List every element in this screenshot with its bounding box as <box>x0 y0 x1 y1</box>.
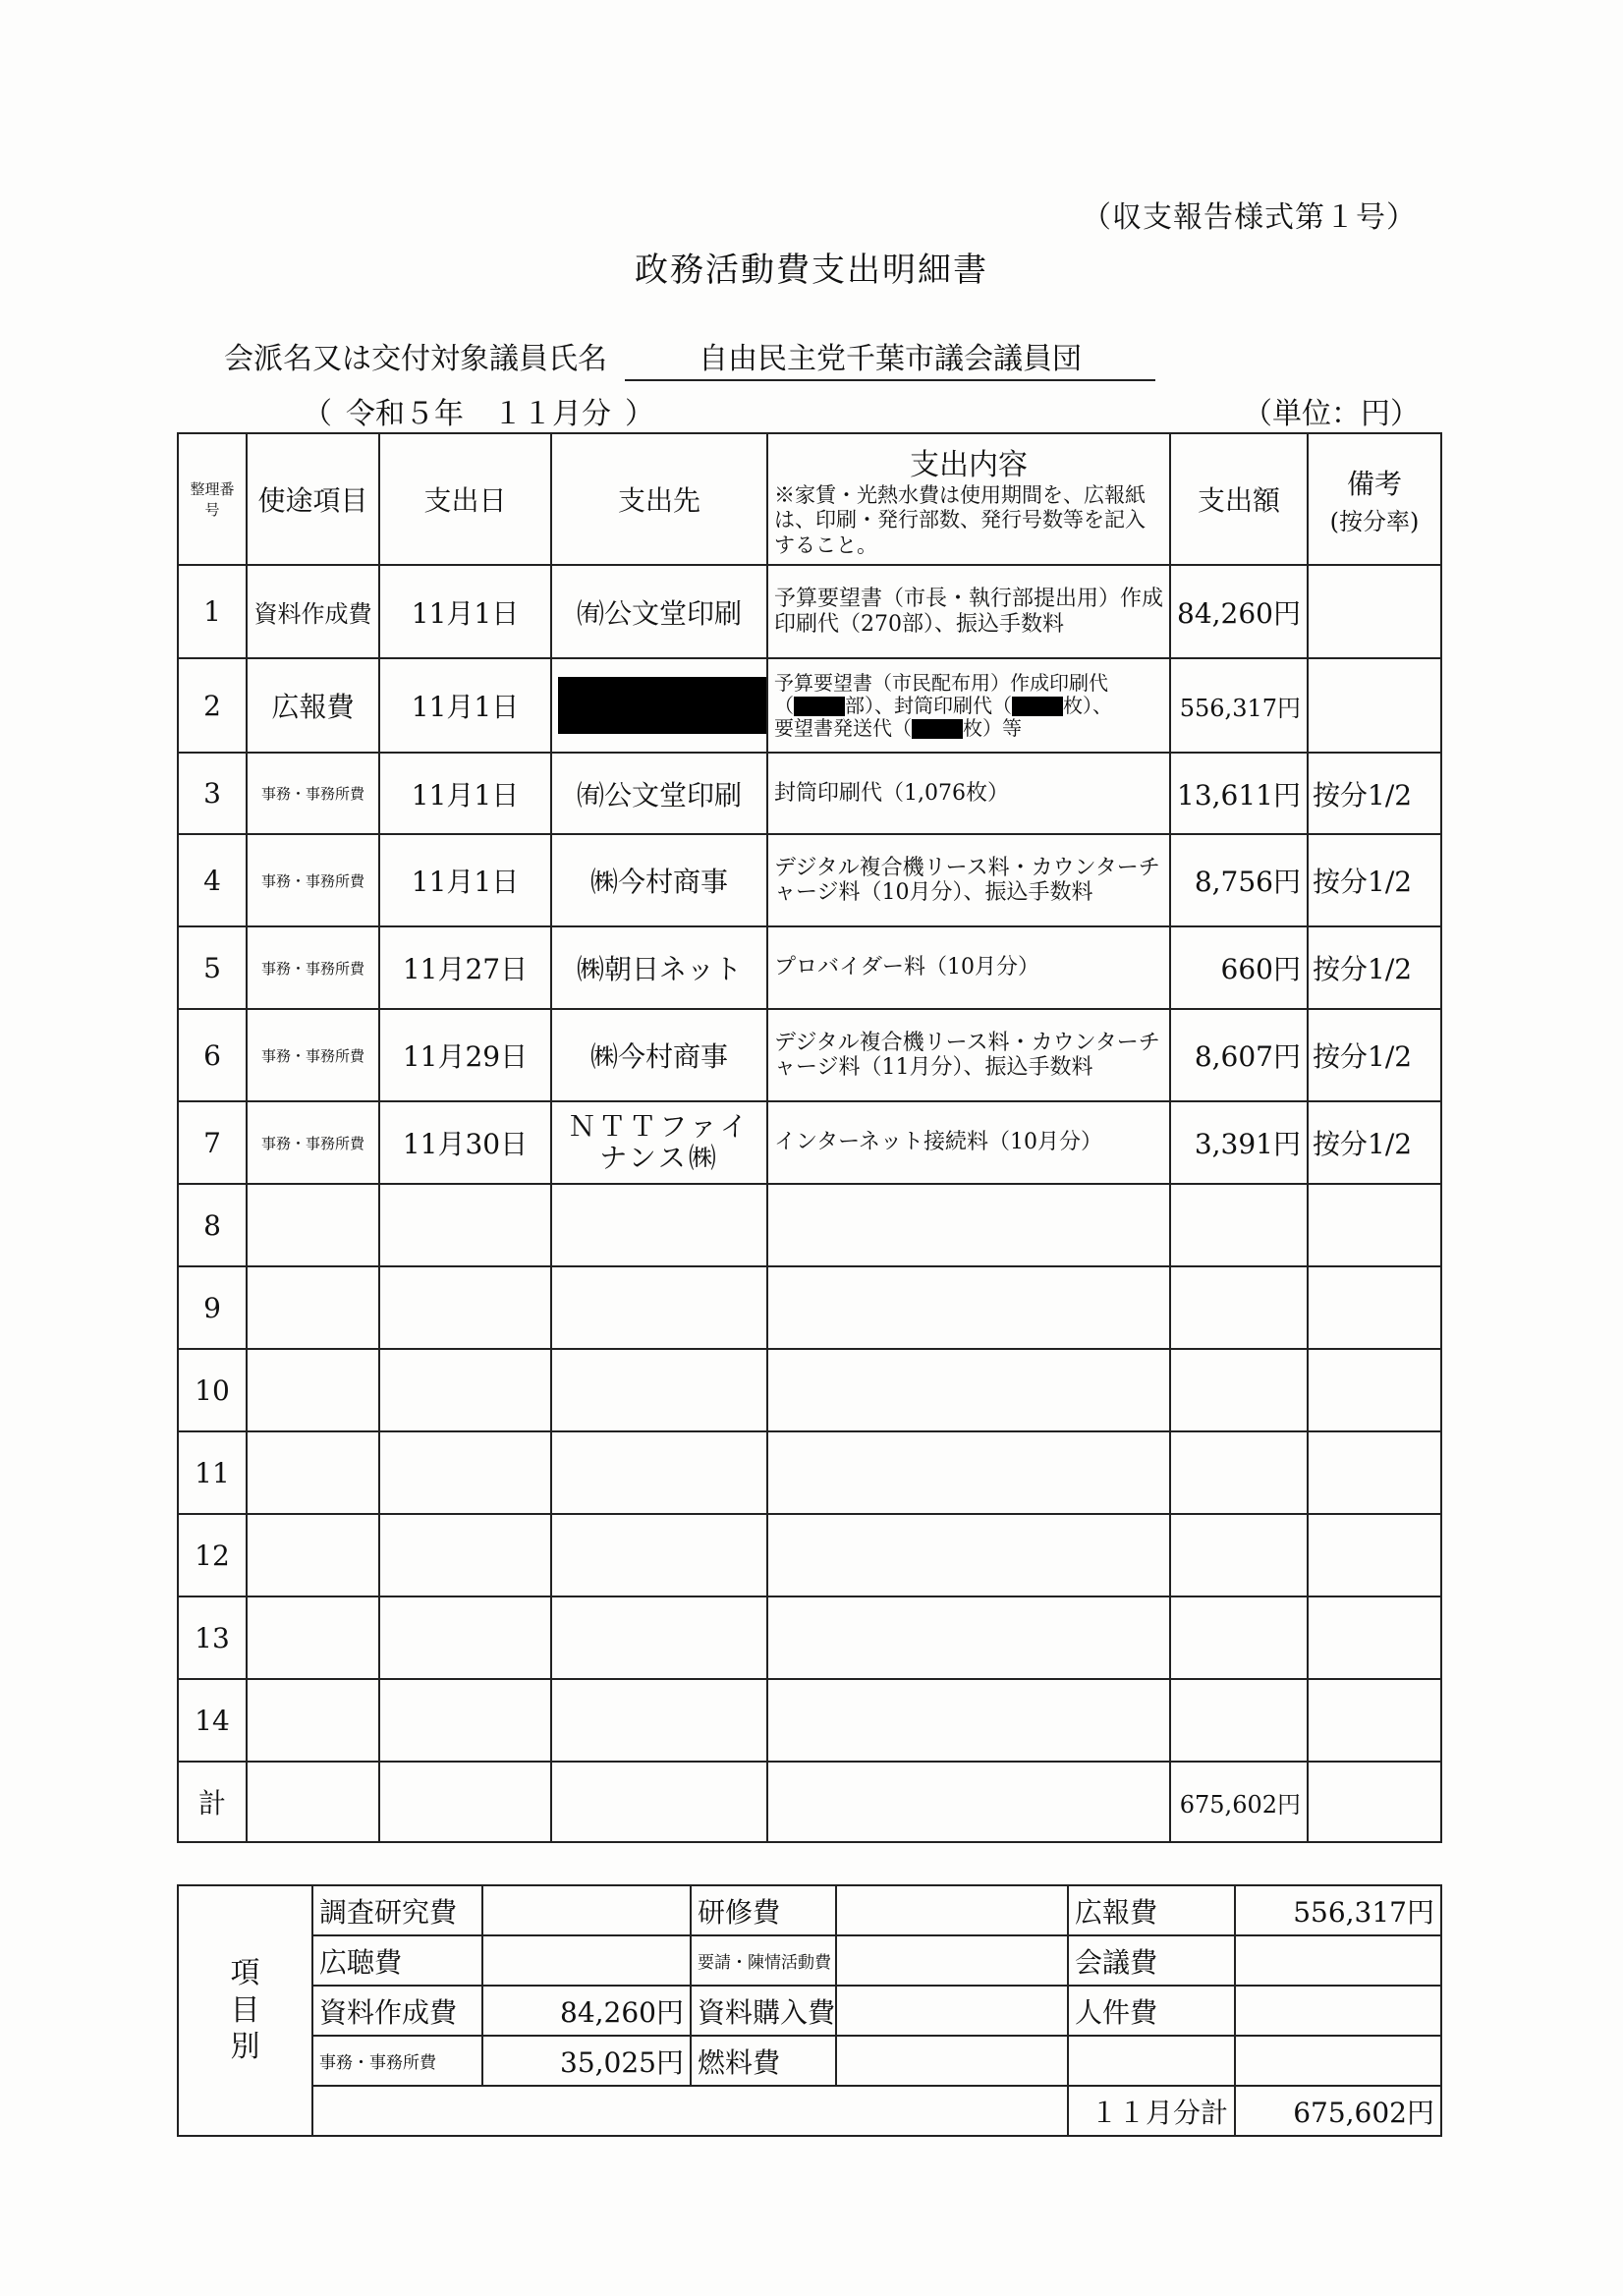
row-payee: ㈱今村商事 <box>551 1009 767 1101</box>
row-no: 8 <box>178 1184 247 1266</box>
empty-cell <box>247 1679 379 1762</box>
row-no: 11 <box>178 1431 247 1514</box>
group-name: 自由民主党千葉市議会議員団 <box>625 334 1155 381</box>
note-header-sub: (按分率) <box>1329 507 1420 535</box>
col-payee-header: 支出先 <box>551 433 767 565</box>
redaction-block <box>1012 697 1063 716</box>
empty-cell <box>379 1596 551 1679</box>
empty-cell <box>767 1596 1170 1679</box>
period-text: 令和５年 １１月分 <box>346 397 611 431</box>
summary-value <box>836 2036 1068 2086</box>
empty-cell <box>767 1514 1170 1596</box>
table-row <box>178 1679 1441 1762</box>
row-category: 事務・事務所費 <box>247 753 379 834</box>
empty-cell <box>379 1184 551 1266</box>
row-payee: ㈱今村商事 <box>551 834 767 926</box>
row-payee: ㈲公文堂印刷 <box>551 565 767 658</box>
row-amount: 8,607円 <box>1170 1009 1308 1101</box>
table-row <box>178 658 1441 753</box>
empty-cell <box>1170 1514 1308 1596</box>
row-date: 11月1日 <box>379 753 551 834</box>
empty-cell <box>379 1514 551 1596</box>
row-amount: 8,756円 <box>1170 834 1308 926</box>
empty-cell <box>767 1184 1170 1266</box>
period-close: ） <box>625 397 654 431</box>
summary-label: 広聴費 <box>312 1935 482 1986</box>
col-note-header <box>1308 433 1441 565</box>
table-row <box>178 926 1441 1009</box>
row-desc: デジタル複合機リース料・カウンターチャージ料（10月分）、振込手数料 <box>767 834 1170 926</box>
empty-cell <box>1170 1349 1308 1431</box>
group-line <box>224 334 1155 381</box>
summary-row <box>178 1935 1441 1986</box>
row-note: 按分1/2 <box>1308 1101 1441 1184</box>
empty-cell <box>551 1266 767 1349</box>
row-no: 1 <box>178 565 247 658</box>
row-category: 事務・事務所費 <box>247 834 379 926</box>
row-date: 11月27日 <box>379 926 551 1009</box>
month-total-label: １１月分計 <box>1068 2086 1235 2136</box>
total-label: 計 <box>178 1762 247 1842</box>
group-label: 会派名又は交付対象議員氏名 <box>224 342 607 376</box>
row-desc-line2a: （ <box>774 693 794 717</box>
table-row <box>178 834 1441 926</box>
empty-cell <box>1308 1431 1441 1514</box>
row-note: 按分1/2 <box>1308 926 1441 1009</box>
redaction-block <box>912 719 963 739</box>
empty-cell <box>379 1266 551 1349</box>
row-date: 11月1日 <box>379 834 551 926</box>
row-desc: プロバイダー料（10月分） <box>767 926 1170 1009</box>
row-amount: 13,611円 <box>1170 753 1308 834</box>
row-category: 事務・事務所費 <box>247 926 379 1009</box>
summary-label: 事務・事務所費 <box>312 2036 482 2086</box>
unit-label: （単位：円） <box>1243 397 1420 431</box>
summary-label: 燃料費 <box>691 2036 836 2086</box>
summary-value: 84,260円 <box>482 1986 691 2036</box>
row-desc-line1: 予算要望書（市民配布用）作成印刷代 <box>774 670 1108 695</box>
row-amount: 3,391円 <box>1170 1101 1308 1184</box>
empty-cell <box>551 1679 767 1762</box>
empty-cell <box>551 1762 767 1842</box>
empty-cell <box>767 1762 1170 1842</box>
summary-value: 556,317円 <box>1235 1885 1441 1935</box>
row-category: 広報費 <box>247 658 379 753</box>
row-date: 11月30日 <box>379 1101 551 1184</box>
row-date: 11月1日 <box>379 658 551 753</box>
empty-cell <box>1308 1596 1441 1679</box>
row-no: 10 <box>178 1349 247 1431</box>
table-row <box>178 1596 1441 1679</box>
row-note <box>1308 565 1441 658</box>
header-row <box>178 433 1441 565</box>
row-note: 按分1/2 <box>1308 753 1441 834</box>
empty-cell <box>379 1431 551 1514</box>
page-title: 政務活動費支出明細書 <box>635 251 988 290</box>
row-amount: 84,260円 <box>1170 565 1308 658</box>
row-amount: 556,317円 <box>1170 658 1308 753</box>
row-desc-line2c: 枚）、 <box>1063 693 1112 717</box>
redaction-block <box>794 697 845 716</box>
col-desc-header <box>767 433 1170 565</box>
row-desc-line3a: 要望書発送代（ <box>774 715 912 740</box>
empty-cell <box>1308 1266 1441 1349</box>
row-desc-line2b: 部）、封筒印刷代（ <box>845 693 1012 717</box>
summary-label: 資料購入費 <box>691 1986 836 2036</box>
row-no: 9 <box>178 1266 247 1349</box>
total-row <box>178 1762 1441 1842</box>
empty-cell <box>1308 1762 1441 1842</box>
empty-cell <box>379 1679 551 1762</box>
summary-label: 会議費 <box>1068 1935 1235 1986</box>
form-number: （収支報告様式第１号） <box>1082 200 1417 235</box>
empty-cell <box>247 1184 379 1266</box>
row-desc-line3b: 枚）等 <box>963 715 1022 740</box>
table-row <box>178 1101 1441 1184</box>
row-no: 7 <box>178 1101 247 1184</box>
note-header-title: 備考 <box>1346 467 1402 500</box>
col-no-header: 整理番号 <box>178 433 247 565</box>
row-desc: 予算要望書（市長・執行部提出用）作成印刷代（270部）、振込手数料 <box>767 565 1170 658</box>
empty-cell <box>1308 1349 1441 1431</box>
summary-row <box>178 1885 1441 1935</box>
row-no: 13 <box>178 1596 247 1679</box>
summary-value <box>1235 1935 1441 1986</box>
empty-cell <box>1308 1514 1441 1596</box>
summary-row <box>178 1986 1441 2036</box>
summary-row <box>178 2036 1441 2086</box>
empty-cell <box>1170 1431 1308 1514</box>
empty-cell <box>1308 1184 1441 1266</box>
row-no: 14 <box>178 1679 247 1762</box>
row-no: 12 <box>178 1514 247 1596</box>
summary-side-label: 項目別 <box>178 1885 312 2136</box>
row-no: 5 <box>178 926 247 1009</box>
row-category: 事務・事務所費 <box>247 1009 379 1101</box>
summary-label: 広報費 <box>1068 1885 1235 1935</box>
row-no: 3 <box>178 753 247 834</box>
empty-cell <box>312 2086 1068 2136</box>
summary-value: 35,025円 <box>482 2036 691 2086</box>
table-row <box>178 1431 1441 1514</box>
table-row <box>178 1009 1441 1101</box>
empty-cell <box>247 1349 379 1431</box>
empty-cell <box>767 1431 1170 1514</box>
summary-value <box>1235 2036 1441 2086</box>
row-no: 4 <box>178 834 247 926</box>
empty-cell <box>551 1349 767 1431</box>
summary-value <box>482 1935 691 1986</box>
row-no: 2 <box>178 658 247 753</box>
empty-cell <box>767 1266 1170 1349</box>
row-date: 11月29日 <box>379 1009 551 1101</box>
empty-cell <box>1170 1266 1308 1349</box>
month-total-value: 675,602円 <box>1235 2086 1441 2136</box>
row-desc <box>767 658 1170 753</box>
table-row <box>178 1349 1441 1431</box>
row-payee: ㈲公文堂印刷 <box>551 753 767 834</box>
empty-cell <box>247 1762 379 1842</box>
category-summary-table <box>177 1884 1442 2137</box>
empty-cell <box>551 1184 767 1266</box>
empty-cell <box>379 1762 551 1842</box>
col-amount-header: 支出額 <box>1170 433 1308 565</box>
summary-label: 資料作成費 <box>312 1986 482 2036</box>
table-row <box>178 1266 1441 1349</box>
redaction-block <box>558 677 766 734</box>
summary-value <box>836 1885 1068 1935</box>
empty-cell <box>1170 1679 1308 1762</box>
row-desc: デジタル複合機リース料・カウンターチャージ料（11月分）、振込手数料 <box>767 1009 1170 1101</box>
col-category-header: 使途項目 <box>247 433 379 565</box>
empty-cell <box>1308 1679 1441 1762</box>
row-amount: 660円 <box>1170 926 1308 1009</box>
row-desc: 封筒印刷代（1,076枚） <box>767 753 1170 834</box>
total-amount: 675,602円 <box>1170 1762 1308 1842</box>
row-no: 6 <box>178 1009 247 1101</box>
empty-cell <box>247 1431 379 1514</box>
period <box>289 389 668 432</box>
empty-cell <box>551 1514 767 1596</box>
summary-value <box>482 1885 691 1935</box>
summary-value <box>836 1935 1068 1986</box>
row-payee: ㈱朝日ネット <box>551 926 767 1009</box>
empty-cell <box>551 1596 767 1679</box>
empty-cell <box>767 1679 1170 1762</box>
row-note <box>1308 658 1441 753</box>
summary-label: 研修費 <box>691 1885 836 1935</box>
row-note: 按分1/2 <box>1308 834 1441 926</box>
summary-label: 調査研究費 <box>312 1885 482 1935</box>
table-row <box>178 1514 1441 1596</box>
summary-label: 人件費 <box>1068 1986 1235 2036</box>
period-open: （ <box>303 397 332 431</box>
table-row <box>178 753 1441 834</box>
table-row <box>178 1184 1441 1266</box>
summary-value <box>1235 1986 1441 2036</box>
empty-cell <box>247 1596 379 1679</box>
table-row <box>178 565 1441 658</box>
row-desc: インターネット接続料（10月分） <box>767 1101 1170 1184</box>
empty-cell <box>1170 1596 1308 1679</box>
row-payee: ＮＴＴファイナンス㈱ <box>551 1101 767 1184</box>
row-note: 按分1/2 <box>1308 1009 1441 1101</box>
summary-label: 要請・陳情活動費 <box>691 1935 836 1986</box>
summary-label <box>1068 2036 1235 2086</box>
expense-table <box>177 432 1442 1843</box>
empty-cell <box>767 1349 1170 1431</box>
row-payee <box>551 658 767 753</box>
empty-cell <box>551 1431 767 1514</box>
empty-cell <box>247 1514 379 1596</box>
empty-cell <box>1170 1184 1308 1266</box>
summary-total-row <box>178 2086 1441 2136</box>
row-category: 資料作成費 <box>247 565 379 658</box>
col-date-header: 支出日 <box>379 433 551 565</box>
empty-cell <box>379 1349 551 1431</box>
desc-header-note: ※家賃・光熱水費は使用期間を、広報紙は、印刷・発行部数、発行号数等を記入すること。 <box>774 483 1146 557</box>
row-date: 11月1日 <box>379 565 551 658</box>
desc-header-title: 支出内容 <box>910 448 1028 483</box>
empty-cell <box>247 1266 379 1349</box>
summary-value <box>836 1986 1068 2036</box>
row-category: 事務・事務所費 <box>247 1101 379 1184</box>
